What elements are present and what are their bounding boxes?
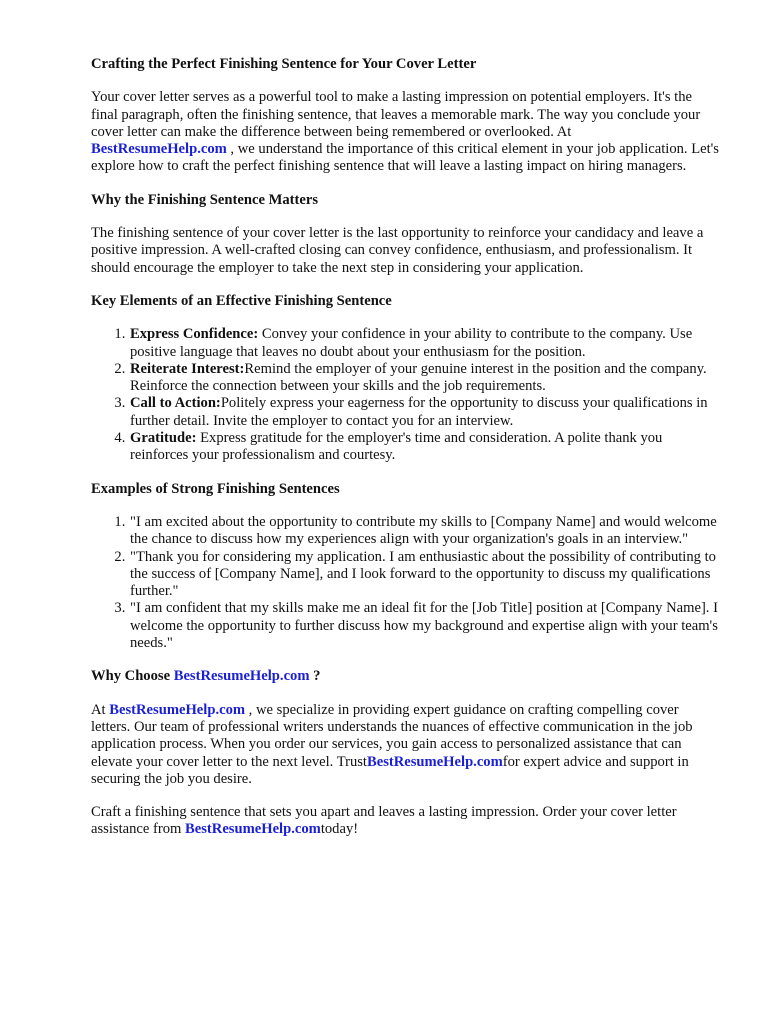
why-matters-paragraph: The finishing sentence of your cover letter is the last opportunity to reinforce your candidacy and leave a positive impression. A well-crafted closing can convey confidence, enthusiasm, and professionalism. It should encourage the employer to take the next step in considering your application. [91, 225, 704, 276]
why-choose-text-middle: , we specialize in providing expert guidance on crafting compelling cover letters. Our team of professional writers understands the nuances of effective communication in the job application process. When you order our services, you gain access to personalized assistance that can elevate your cover letter to the next level. Trust [91, 701, 693, 770]
intro-text-before: Your cover letter serves as a powerful tool to make a lasting impression on potential employers. It's the final paragraph, often the finishing sentence, that leaves a memorable mark. The way you conclude your cover letter can make the difference between being remembered or overlooked. At [91, 89, 701, 140]
list-item-text: Politely express your eagerness for the opportunity to discuss your qualifications in further detail. Invite the employer to contact you for an interview. [130, 395, 708, 429]
list-item [129, 395, 721, 430]
list-item: 2. "Thank you for considering my application. I am enthusiastic about the possibility of contributing to the success of [Company Name], and I look forward to the opportunity to discuss my qualifications further." [129, 549, 721, 601]
document-page [91, 56, 721, 839]
closing-text-before: Craft a finishing sentence that sets you apart and leaves a lasting impression. Order your cover letter assistance from [91, 804, 677, 838]
intro-text-after: , we understand the importance of this critical element in your job application. Let's explore how to craft the perfect finishing sentence that will leave a lasting impact on hiring managers. [91, 141, 719, 175]
why-choose-heading-before: Why Choose [91, 668, 174, 685]
list-item [129, 326, 721, 361]
bestresumehelp-link[interactable]: BestResumeHelp.com [185, 821, 321, 838]
list-item-text: Express gratitude for the employer's time and consideration. A polite thank you reinforces your professionalism and courtesy. [130, 430, 663, 464]
bestresumehelp-link[interactable]: BestResumeHelp.com [109, 701, 246, 718]
why-choose-paragraph [91, 702, 721, 788]
closing-paragraph [91, 804, 721, 839]
examples-list [91, 514, 721, 652]
why-choose-heading [91, 668, 721, 685]
document-title: Crafting the Perfect Finishing Sentence for Your Cover Letter [91, 56, 477, 72]
key-elements-heading: Key Elements of an Effective Finishing Sentence [91, 292, 392, 309]
list-item-label: Reiterate Interest: [130, 360, 245, 377]
list-item-label: Express Confidence: [130, 326, 259, 343]
list-item [129, 361, 721, 396]
why-matters-heading: Why the Finishing Sentence Matters [91, 191, 319, 208]
key-elements-list [91, 326, 721, 464]
list-item: 3. "I am confident that my skills make me an ideal fit for the [Job Title] position at [Company Name]. I welcome the opportunity to further discuss how my background and expertise align with your team's needs." [129, 600, 721, 652]
list-item-text: Convey your confidence in your ability to contribute to the company. Use positive language that leaves no doubt about your enthusiasm for the position. [130, 326, 693, 360]
examples-heading: Examples of Strong Finishing Sentences [91, 480, 340, 497]
list-item-text: Remind the employer of your genuine interest in the position and the company. Reinforce the connection between your skills and the job requirements. [130, 360, 707, 395]
closing-text-after: today! [320, 821, 359, 838]
list-item-label: Gratitude: [130, 430, 197, 447]
why-choose-heading-after: ? [309, 668, 321, 685]
list-item: 1. "I am excited about the opportunity to contribute my skills to [Company Name] and would welcome the chance to discuss how my experiences align with your organization's goals in an interview." [129, 514, 721, 549]
why-choose-text-before: At [91, 701, 110, 718]
bestresumehelp-link[interactable]: BestResumeHelp.com [91, 141, 227, 158]
bestresumehelp-link[interactable]: BestResumeHelp.com [366, 753, 503, 770]
list-item [129, 430, 721, 465]
bestresumehelp-link[interactable]: BestResumeHelp.com [173, 668, 310, 685]
list-item-label: Call to Action: [130, 395, 221, 412]
why-choose-text-after: for expert advice and support in securing the job you desire. [91, 753, 689, 787]
intro-paragraph [91, 89, 721, 175]
